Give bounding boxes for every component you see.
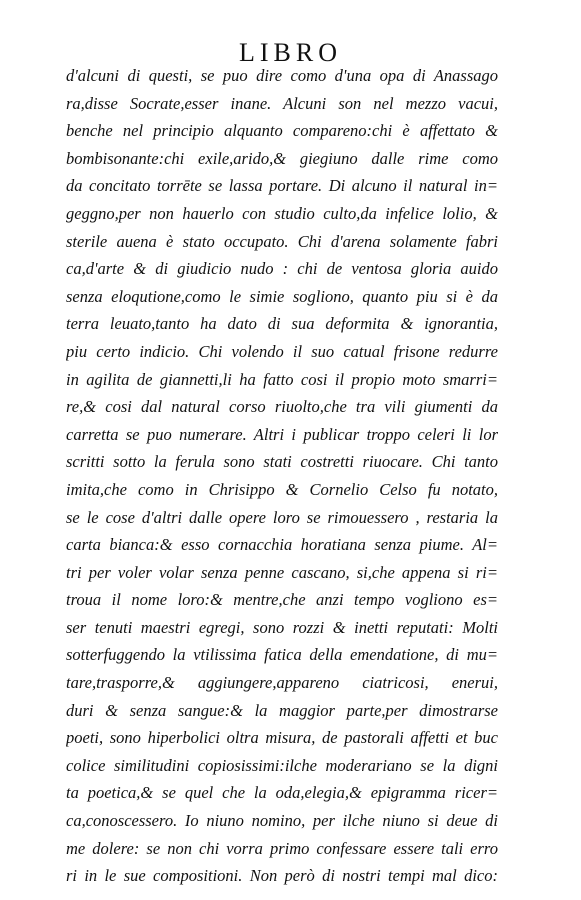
text-line: d'alcuni di questi, se puo dire como d'una opa di Anassago	[66, 66, 498, 85]
text-line: ser tenuti maestri egregi, sono rozzi & inetti reputati: Molti	[66, 617, 498, 637]
text-line: da concitato torrēte se lassa portare. Di alcuno il natural in=	[66, 176, 498, 196]
text-line: ri in le sue compositioni. Non però di nostri tempi mal dico:	[66, 866, 498, 886]
text-line: ta poetica,& se quel che la oda,elegia,& epigramma ricer=	[66, 783, 498, 803]
text-line: geggno,per non hauerlo con studio culto,da infelice lolio, &	[66, 203, 498, 223]
text-line: carretta se puo numerare. Altri i publicar troppo celeri li lor	[66, 424, 498, 444]
text-line: carta bianca:& esso cornacchia horatiana senza piume. Al=	[66, 535, 498, 555]
text-line: poeti, sono hiperbolici oltra misura, de pastorali affetti et buc	[66, 728, 498, 748]
text-line: ra,disse Socrate,esser inane. Alcuni son nel mezzo vacui,	[66, 93, 498, 113]
text-line: imita,che como in Chrisippo & Cornelio Celso fu notato,	[66, 479, 498, 499]
text-line: tri per voler volar senza penne cascano, si,che appena si ri=	[66, 562, 498, 582]
text-line: tare,trasporre,& aggiungere,appareno ciatricosi, enerui,	[66, 673, 498, 693]
text-line: ca,conoscessero. Io niuno nomino, per ilche niuno si deue di	[66, 811, 498, 831]
running-head: LIBRO	[239, 38, 342, 67]
text-line: sotterfuggendo la vtilissima fatica della emendatione, di mu=	[66, 645, 498, 665]
body-text	[66, 62, 498, 890]
text-line: senza eloqutione,como le simie sogliono, quanto piu si è da	[66, 286, 498, 306]
text-line: terra leuato,tanto ha dato di sua deformita & ignorantia,	[66, 314, 498, 334]
text-line: sterile auena è stato occupato. Chi d'arena solamente fabri	[66, 231, 498, 251]
text-line: re,& cosi dal natural corso riuolto,che tra vili giumenti da	[66, 397, 498, 417]
text-line: troua il nome loro:& mentre,che anzi tempo vogliono es=	[66, 590, 498, 610]
text-line: bombisonante:chi exile,arido,& giegiuno dalle rime como	[66, 148, 498, 168]
text-line: me dolere: se non chi vorra primo confessare essere tali erro	[66, 838, 498, 858]
text-line: se le cose d'altri dalle opere loro se rimouessero , restaria la	[66, 507, 498, 527]
text-line: duri & senza sangue:& la maggior parte,per dimostrarse	[66, 700, 498, 720]
text-line: piu certo indicio. Chi volendo il suo catual frisone redurre	[66, 341, 498, 361]
text-line: scritti sotto la ferula sono stati costretti riuocare. Chi tanto	[66, 452, 498, 472]
text-line: benche nel principio alquanto compareno:chi è affettato &	[66, 121, 498, 141]
text-line: in agilita de giannetti,li ha fatto cosi il propio moto smarri=	[66, 369, 498, 389]
text-line: ca,d'arte & di giudicio nudo : chi de ventosa gloria auido	[66, 259, 498, 279]
text-line: colice similitudini copiosissimi:ilche moderariano se la digni	[66, 755, 498, 775]
